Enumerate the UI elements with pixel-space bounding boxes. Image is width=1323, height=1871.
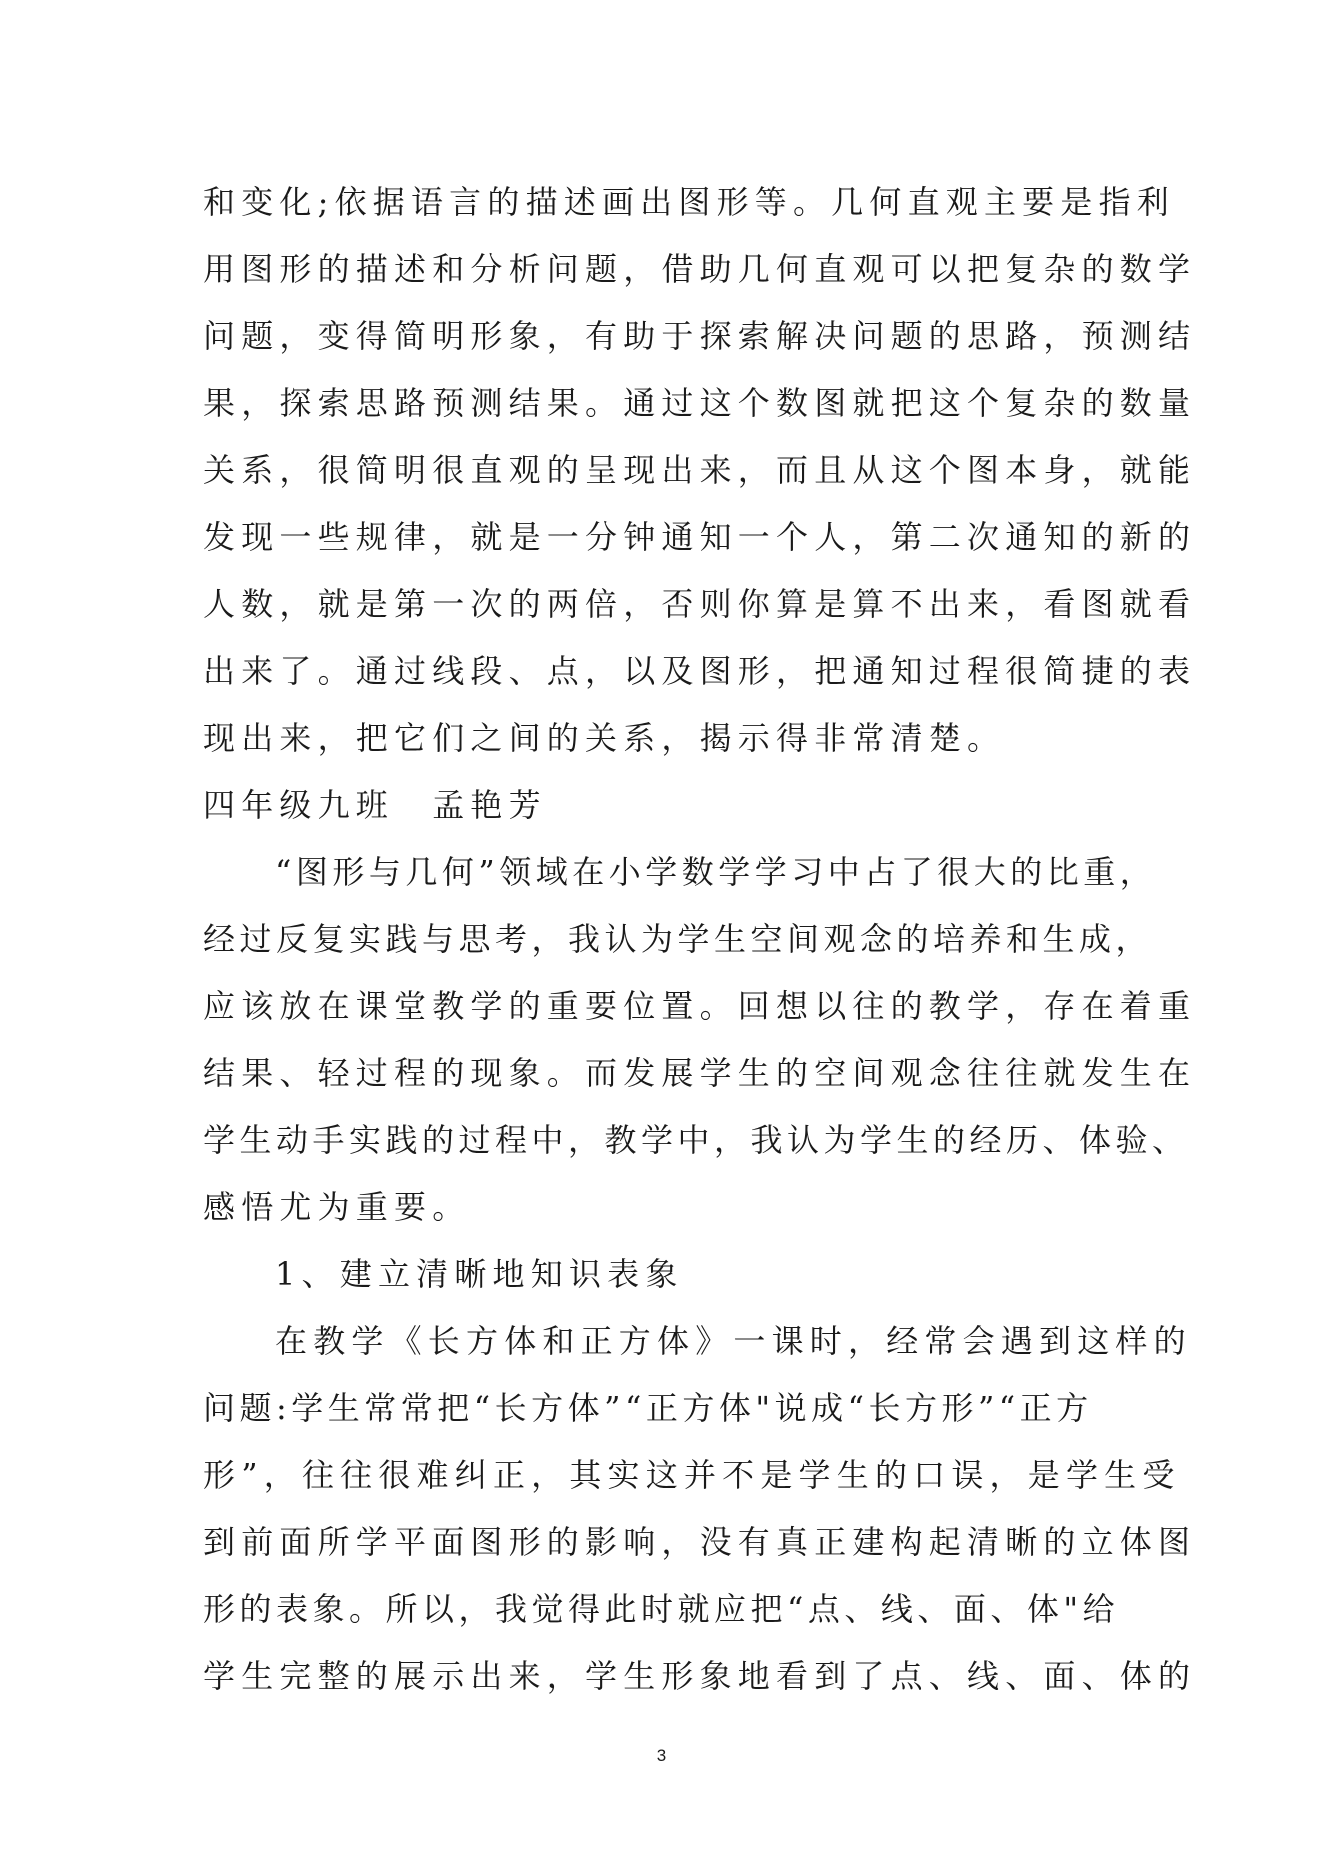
text-line: 结果、轻过程的现象。而发展学生的空间观念往往就发生在 [203,1054,1197,1092]
text-line: 到前面所学平面图形的影响，没有真正建构起清晰的立体图 [203,1523,1197,1561]
text-line: 出来了。通过线段、点，以及图形，把通知过程很简捷的表 [203,652,1197,690]
text-line: 和变化;依据语言的描述画出图形等。几何直观主要是指利 [203,183,1175,221]
author-line: 四年级九班 孟艳芳 [203,786,547,824]
text-line: 问题:学生常常把“长方体”“正方体"说成“长方形”“正方 [203,1389,1093,1427]
text-line: 用图形的描述和分析问题，借助几何直观可以把复杂的数学 [203,250,1197,288]
text-line: 关系，很简明很直观的呈现出来，而且从这个图本身，就能 [203,451,1197,489]
section-heading: 1、建立清晰地知识表象 [275,1255,684,1293]
text-line: 人数，就是第一次的两倍，否则你算是算不出来，看图就看 [203,585,1197,623]
text-line: 感悟尤为重要。 [203,1188,471,1226]
paragraph-start-line: 在教学《长方体和正方体》一课时，经常会遇到这样的 [275,1322,1192,1360]
paragraph-start-line: “图形与几何”领域在小学数学学习中占了很大的比重， [275,853,1157,891]
text-line: 学生完整的展示出来，学生形象地看到了点、线、面、体的 [203,1657,1197,1695]
text-line: 学生动手实践的过程中，教学中，我认为学生的经历、体验、 [203,1121,1189,1159]
text-line: 应该放在课堂教学的重要位置。回想以往的教学，存在着重 [203,987,1197,1025]
text-line: 发现一些规律，就是一分钟通知一个人，第二次通知的新的 [203,518,1197,556]
page-number: 3 [656,1746,667,1765]
text-line: 现出来，把它们之间的关系，揭示得非常清楚。 [203,719,1006,757]
text-line: 果，探索思路预测结果。通过这个数图就把这个复杂的数量 [203,384,1197,422]
text-line: 形”，往往很难纠正，其实这并不是学生的口误，是学生受 [203,1456,1181,1494]
text-line: 经过反复实践与思考，我认为学生空间观念的培养和生成， [203,920,1153,958]
text-line: 形的表象。所以，我觉得此时就应把“点、线、面、体"给 [203,1590,1120,1628]
text-line: 问题，变得简明形象，有助于探索解决问题的思路，预测结 [203,317,1197,355]
